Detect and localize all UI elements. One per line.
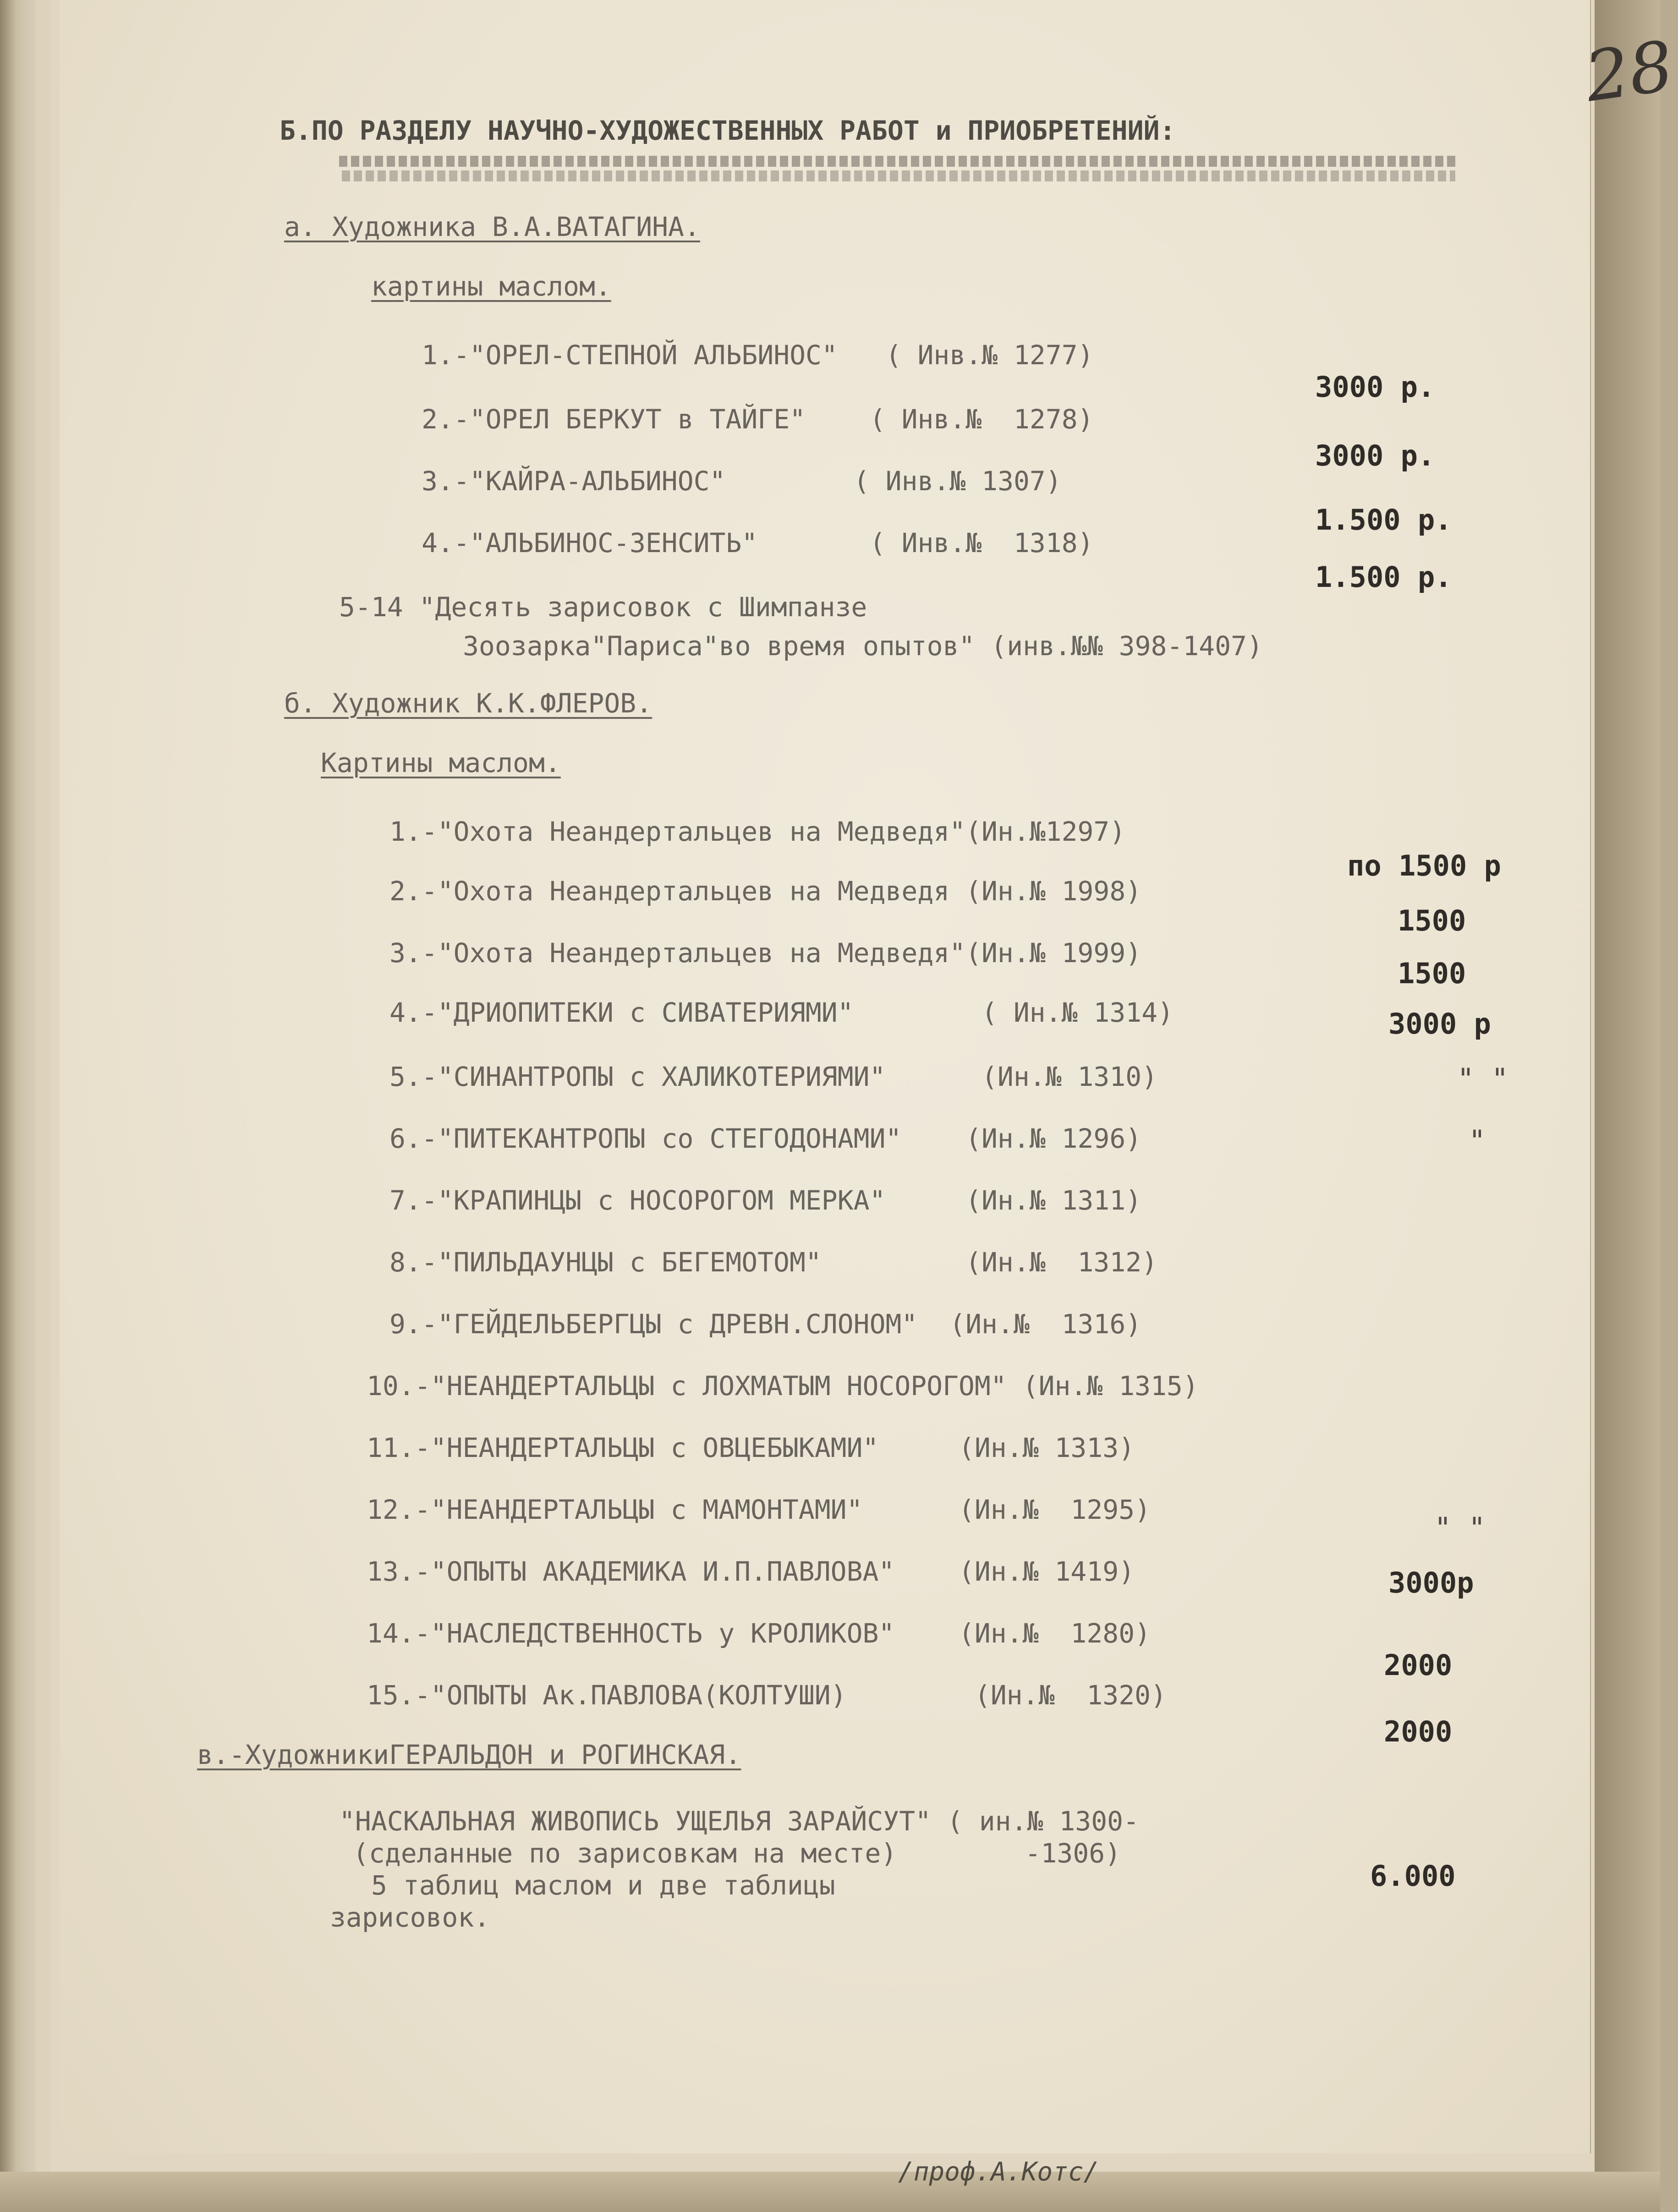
section-b-price-6-ditto: " <box>1469 1124 1486 1157</box>
section-a-price-1: 3000 р. <box>1315 370 1435 404</box>
section-a-item-5-14-line2: Зоозарка"Париса"во время опытов" (инв.№№ 398-1407) <box>463 630 1263 662</box>
section-b-subtitle: Картины маслом. <box>321 747 561 778</box>
section-b-price-15: 2000 <box>1384 1715 1453 1748</box>
section-a-title: а. Художника В.А.ВАТАГИНА. <box>284 211 700 242</box>
section-b-item-9: 9.-"ГЕЙДЕЛЬБЕРГЦЫ с ДРЕВН.СЛОНОМ" (Ин.№ 1316) <box>389 1309 1142 1340</box>
section-b-price-12-ditto: " " <box>1434 1511 1486 1544</box>
section-b-item-12: 12.-"НЕАНДЕРТАЛЬЦЫ с МАМОНТАМИ" (Ин.№ 1295) <box>367 1494 1151 1525</box>
section-b-item-2: 2.-"Охота Неандертальцев на Медведя (Ин.№ 1998) <box>389 876 1142 907</box>
section-b-item-15: 15.-"ОПЫТЫ Ак.ПАВЛОВА(КОЛТУШИ) (Ин.№ 1320) <box>367 1680 1167 1711</box>
section-a-item-4: 4.-"АЛЬБИНОС-ЗЕНСИТЬ" ( Инв.№ 1318) <box>422 527 1094 558</box>
section-b-item-1: 1.-"Охота Неандертальцев на Медведя"(Ин.№1297) <box>389 816 1126 847</box>
section-b-price-2: 1500 <box>1398 904 1466 937</box>
section-b-price-5-ditto: " " <box>1457 1062 1508 1095</box>
section-b-item-13: 13.-"ОПЫТЫ АКАДЕМИКА И.П.ПАВЛОВА" (Ин.№ 1419) <box>367 1556 1135 1587</box>
section-a-item-5-14-line1: 5-14 "Десять зарисовок с Шимпанзе <box>339 591 867 623</box>
section-b-item-10: 10.-"НЕАНДЕРТАЛЬЦЫ с ЛОХМАТЫМ НОСОРОГОМ" (Ин.№ 1315) <box>367 1370 1199 1402</box>
section-b-price-13: 3000р <box>1388 1566 1474 1599</box>
section-a-price-2: 3000 р. <box>1315 439 1435 472</box>
heading-underline <box>339 156 1457 167</box>
section-b-title: б. Художник К.К.ФЛЕРОВ. <box>284 688 653 719</box>
section-a-item-3: 3.-"КАЙРА-АЛЬБИНОС" ( Инв.№ 1307) <box>422 465 1062 497</box>
section-a-item-2: 2.-"ОРЕЛ БЕРКУТ в ТАЙГЕ" ( Инв.№ 1278) <box>422 404 1094 435</box>
section-v-line-4: зарисовок. <box>330 1902 490 1933</box>
binding-edge <box>0 0 36 2212</box>
section-b-price-14: 2000 <box>1384 1648 1453 1682</box>
page-number: 28 <box>1580 26 1678 118</box>
section-b-item-14: 14.-"НАСЛЕДСТВЕННОСТЬ у КРОЛИКОВ" (Ин.№ 1280) <box>367 1618 1151 1649</box>
section-heading: Б.ПО РАЗДЕЛУ НАУЧНО-ХУДОЖЕСТВЕННЫХ РАБОТ и ПРИОБРЕТЕНИЙ: <box>280 115 1176 146</box>
section-v-line-2: (сделанные по зарисовкам на месте) -1306) <box>353 1838 1121 1869</box>
section-a-price-4: 1.500 р. <box>1315 560 1452 594</box>
section-a-subtitle: картины маслом. <box>371 271 611 302</box>
heading-underline-2 <box>342 170 1455 181</box>
section-b-item-7: 7.-"КРАПИНЦЫ с НОСОРОГОМ МЕРКА" (Ин.№ 1311) <box>389 1185 1142 1216</box>
section-b-price-1: по 1500 р <box>1347 849 1501 882</box>
signature-note: /проф.А.Котс/ <box>898 2157 1099 2187</box>
section-b-item-11: 11.-"НЕАНДЕРТАЛЬЦЫ с ОВЦЕБЫКАМИ" (Ин.№ 1313) <box>367 1432 1135 1463</box>
section-b-price-3: 1500 <box>1398 957 1466 990</box>
section-v-line-3: 5 таблиц маслом и две таблицы <box>371 1870 835 1901</box>
bottom-edge <box>0 2172 1660 2212</box>
section-b-item-6: 6.-"ПИТЕКАНТРОПЫ со СТЕГОДОНАМИ" (Ин.№ 1296) <box>389 1123 1142 1154</box>
section-a-price-3: 1.500 р. <box>1315 503 1452 537</box>
section-a-item-1: 1.-"ОРЕЛ-СТЕПНОЙ АЛЬБИНОС" ( Инв.№ 1277) <box>422 339 1094 371</box>
section-v-title: в.-ХудожникиГЕРАЛЬДОН и РОГИНСКАЯ. <box>197 1739 741 1770</box>
section-b-item-5: 5.-"СИНАНТРОПЫ с ХАЛИКОТЕРИЯМИ" (Ин.№ 1310) <box>389 1061 1158 1092</box>
section-b-item-4: 4.-"ДРИОПИТЕКИ с СИВАТЕРИЯМИ" ( Ин.№ 1314) <box>389 997 1174 1028</box>
section-b-item-3: 3.-"Охота Неандертальцев на Медведя"(Ин.№ 1999) <box>389 937 1142 969</box>
right-edge <box>1595 0 1660 2212</box>
section-v-line-1: "НАСКАЛЬНАЯ ЖИВОПИСЬ УЩЕЛЬЯ ЗАРАЙСУТ" ( ин.№ 1300- <box>339 1806 1139 1837</box>
section-v-price: 6.000 <box>1370 1859 1456 1893</box>
section-b-item-8: 8.-"ПИЛЬДАУНЦЫ с БЕГЕМОТОМ" (Ин.№ 1312) <box>389 1247 1158 1278</box>
typed-page <box>60 0 1678 2153</box>
section-b-price-4: 3000 р <box>1388 1007 1491 1040</box>
